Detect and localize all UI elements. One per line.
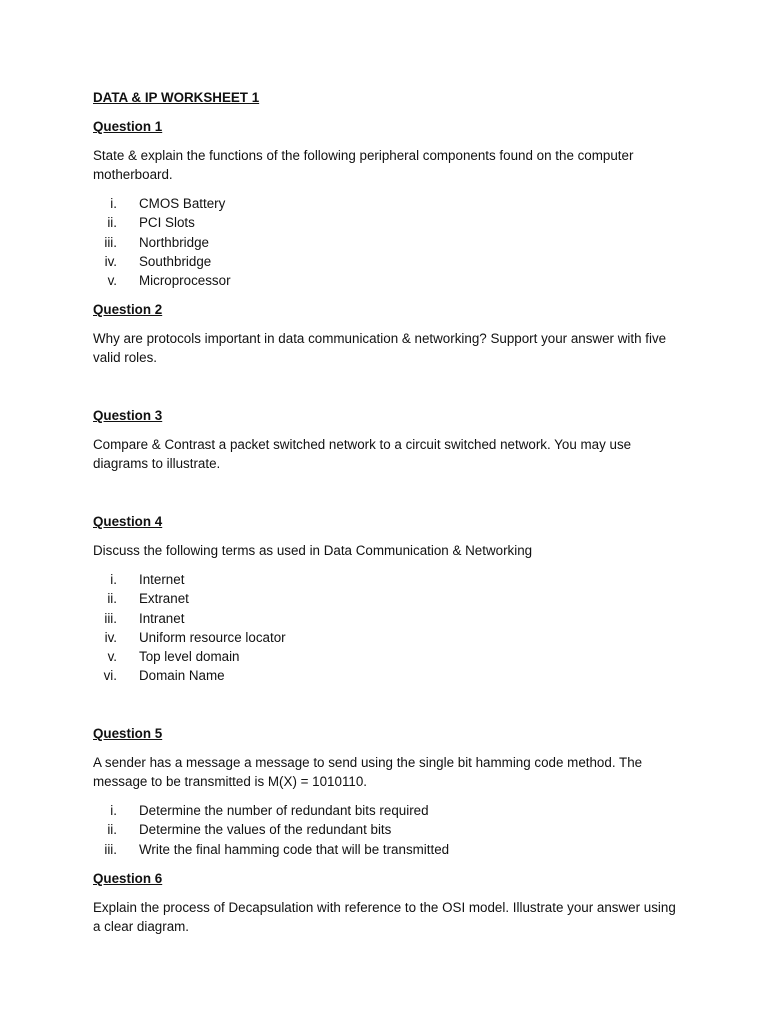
- question-4-list: [93, 570, 653, 686]
- list-item: vi. Domain Name: [103, 668, 225, 684]
- list-item: iii. Write the final hamming code that will be transmitted: [104, 841, 450, 857]
- question-1-text: State & explain the functions of the following peripheral components found on the computer motherboard.: [93, 148, 634, 183]
- question-4-heading: Question 4: [93, 514, 163, 529]
- list-item: iv. Uniform resource locator: [104, 629, 286, 645]
- list-item: ii. Determine the values of the redundant bits: [107, 822, 392, 838]
- list-item: ii. Extranet: [107, 591, 189, 607]
- question-6-heading: Question 6: [93, 871, 163, 886]
- list-item: v. Microprocessor: [107, 273, 231, 289]
- worksheet-title: DATA & IP WORKSHEET 1: [93, 90, 260, 105]
- question-3-heading: Question 3: [93, 408, 163, 423]
- list-item: ii. PCI Slots: [107, 215, 195, 231]
- list-item: i. Internet: [110, 572, 185, 587]
- list-item: i. Determine the number of redundant bits required: [110, 803, 429, 818]
- question-1-list: [93, 194, 653, 290]
- question-3-text: Compare & Contrast a packet switched network to a circuit switched network. You may use diagrams to illustrate.: [93, 437, 632, 472]
- question-5-heading: Question 5: [93, 726, 163, 741]
- list-item: iii. Northbridge: [104, 234, 209, 250]
- question-1-heading: Question 1: [93, 119, 163, 134]
- question-2-text: Why are protocols important in data communication & networking? Support your answer with five valid roles.: [93, 331, 667, 366]
- list-item: iv. Southbridge: [104, 253, 212, 269]
- list-item: iii. Intranet: [104, 610, 185, 626]
- list-item: v. Top level domain: [107, 649, 240, 665]
- question-6-text: Explain the process of Decapsulation with reference to the OSI model. Illustrate your answer using a clear diagram.: [93, 900, 676, 935]
- question-2-heading: Question 2: [93, 302, 163, 317]
- list-item: i. CMOS Battery: [110, 196, 226, 211]
- question-4-text: Discuss the following terms as used in Data Communication & Networking: [93, 543, 533, 558]
- question-5-text: A sender has a message a message to send using the single bit hamming code method. The message to be transmitted is M(X) = 1010110.: [93, 755, 643, 790]
- question-5-list: [93, 801, 653, 859]
